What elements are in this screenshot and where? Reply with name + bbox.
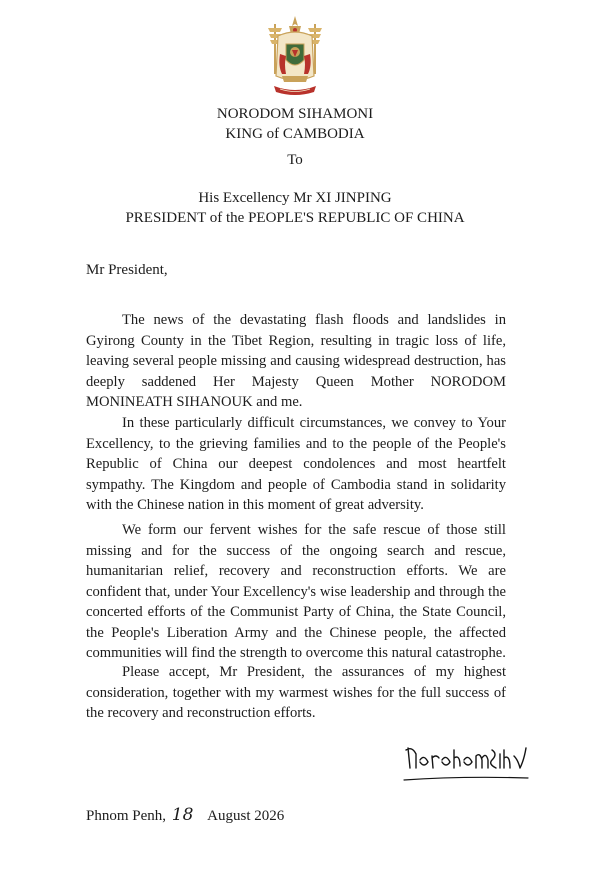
body-paragraph: The news of the devastating flash floods and landslides in Gyirong County in the Tibet Region, resulting in tragic loss of life, leaving several people missing and causing widespread destruction, has deeply saddened Her Majesty Queen Mother NORODOM MONINEATH SIHANOUK and me. bbox=[86, 312, 506, 410]
month-year: August 2026 bbox=[207, 808, 285, 824]
date-line bbox=[86, 805, 284, 825]
handwritten-day: 18 bbox=[171, 805, 194, 825]
signature-image bbox=[402, 740, 532, 790]
to-label: To bbox=[287, 152, 303, 168]
place-label: Phnom Penh, bbox=[86, 808, 167, 824]
sender-title: KING of CAMBODIA bbox=[225, 126, 365, 142]
addressee-block bbox=[0, 188, 590, 228]
addressee-title: PRESIDENT of the PEOPLE'S REPUBLIC OF CHINA bbox=[125, 210, 465, 226]
addressee-name: His Excellency Mr XI JINPING bbox=[198, 190, 392, 206]
body-paragraph: Please accept, Mr President, the assurances of my highest consideration, together with my warmest wishes for the full success of the recovery and reconstruction efforts. bbox=[86, 664, 506, 721]
letter-header bbox=[0, 104, 590, 144]
salutation: Mr President, bbox=[86, 262, 168, 278]
body-paragraph: In these particularly difficult circumstances, we convey to Your Excellency, to the grieving families and to the people of the People's Republic of China our deepest condolences and most heartfelt sympathy. The Kingdom and people of Cambodia stand in solidarity with the Chinese nation in this moment of great adversity. bbox=[86, 415, 506, 513]
sender-name: NORODOM SIHAMONI bbox=[216, 106, 374, 122]
royal-arms-emblem-icon bbox=[262, 14, 328, 98]
body-paragraph: We form our fervent wishes for the safe rescue of those still missing and for the success of the ongoing search and rescue, humanitarian relief, recovery and reconstruction efforts. We are confident that, under Your Excellency's wise leadership and through the concerted efforts of the Communist Party of China, the State Council, the People's Liberation Army and the Chinese people, the affected communities will find the strength to overcome this natural catastrophe. bbox=[86, 522, 506, 661]
